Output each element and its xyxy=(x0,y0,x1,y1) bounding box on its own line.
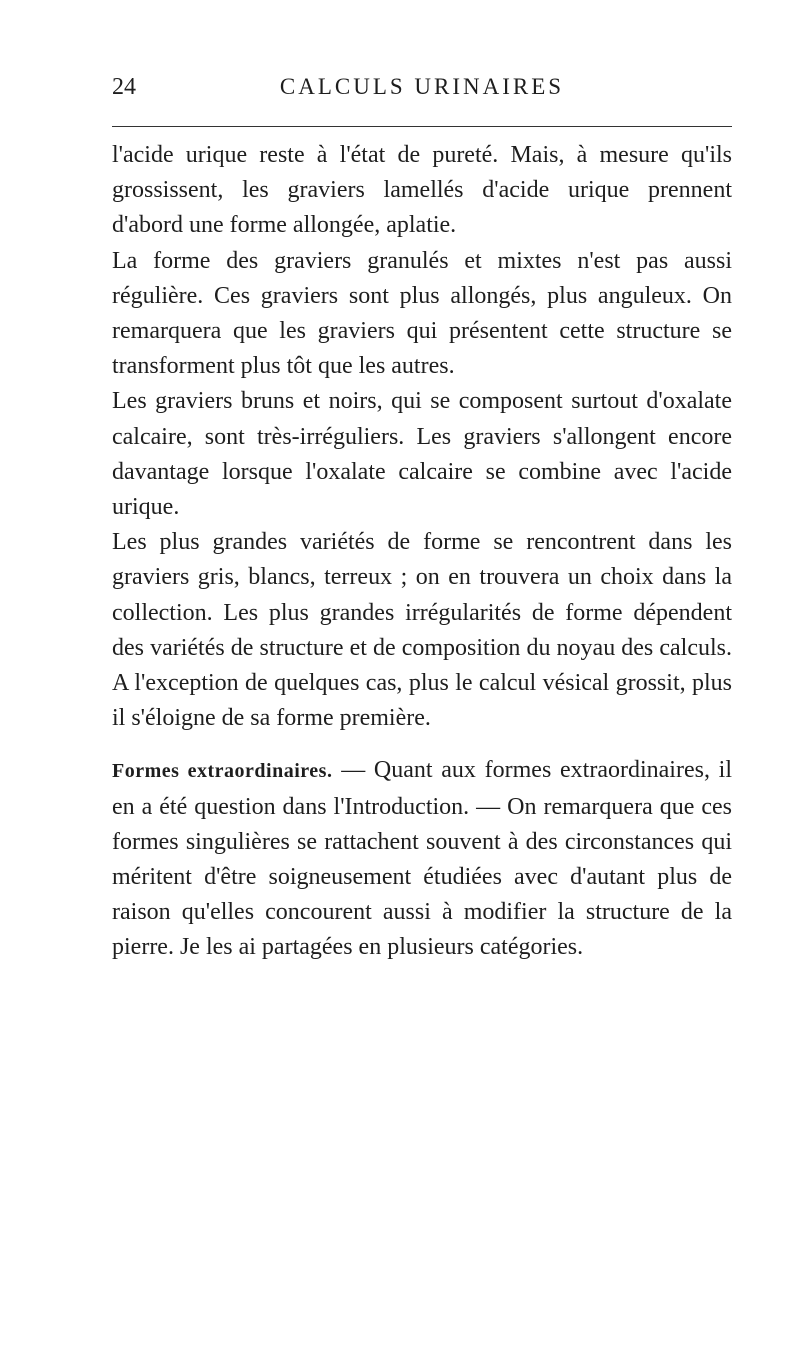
section-heading: Formes extraordinaires. xyxy=(112,760,333,783)
paragraph: Les graviers bruns et noirs, qui se composent surtout d'oxalate calcaire, sont très-irréguliers. Les graviers s'allongent encore davantage lorsque l'oxalate calcaire se combine avec l'acide urique. xyxy=(112,388,732,521)
paragraph: La forme des graviers granulés et mixtes n'est pas aussi régulière. Ces graviers sont plus allongés, plus anguleux. On remarquera que les graviers qui présentent cette structure se transforment plus tôt que les autres. xyxy=(112,247,732,380)
header-rule xyxy=(112,126,732,127)
section-paragraph xyxy=(112,753,732,965)
paragraph: l'acide urique reste à l'état de pureté. Mais, à mesure qu'ils grossissent, les graviers lamellés d'acide urique prennent d'abord une forme allongée, aplatie. xyxy=(112,142,732,239)
running-title: CALCULS URINAIRES xyxy=(279,74,565,99)
page-number: 24 xyxy=(112,74,136,100)
section-text: — Quant aux formes extraordinaires, il en a été question dans l'Introduction. — On remarquera que ces formes singulières se rattachent souvent à des circonstances qui méritent d'être soigneusement étudiées avec d'autant plus de raison qu'elles concourent aussi à modifier la structure de la pierre. Je les ai partagées en plusieurs catégories. xyxy=(112,757,732,961)
paragraph: Les plus grandes variétés de forme se rencontrent dans les graviers gris, blancs, terreux ; on en trouvera un choix dans la collection. Les plus grandes irrégularités de forme dépendent des variétés de structure et de composition du noyau des calculs. A l'exception de quelques cas, plus le calcul vésical grossit, plus il s'éloigne de sa forme première. xyxy=(112,529,732,732)
body-text xyxy=(112,138,732,966)
page-header xyxy=(112,70,732,110)
